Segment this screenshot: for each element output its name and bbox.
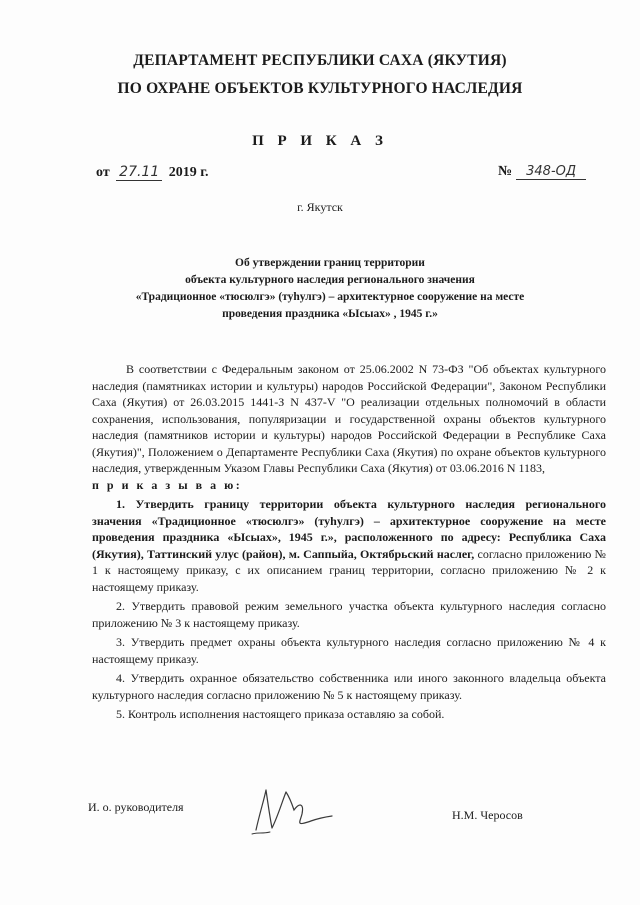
order-item-5: 5. Контроль исполнения настоящего приказа оставляю за собой. [116,707,445,721]
subject-line: объекта культурного наследия регионального значения [185,274,475,286]
signer-name: Н.М. Черосов [452,808,523,822]
date-handwritten: 27.11 [116,164,162,181]
order-body [92,361,606,723]
order-word: п р и к а з ы в а ю: [92,477,243,492]
preamble-paragraph: В соответствии с Федеральным законом от 25.06.2002 N 73-ФЗ "Об объектах культурного наследия (памятниках истории и культуры) народов Российской Федерации", Законом Республики Саха (Якутия) от 26.03.2015 1441-З N 437-V "О реализации отдельных полномочий в области сохранения, использования, популяризации и государственной охраны объектов культурного наследия (памятников истории и культуры) народов Российской Федерации в Республике Саха (Якутия)", Положением о Департаменте Республики Саха (Якутия) по охране объектов культурного наследия, утвержденным Указом Главы Республики Саха (Якутия) от 03.06.2016 N 1183, [92,362,606,475]
number-handwritten: 348-ОД [516,164,586,180]
subject-line: проведения праздника «Ысыах» , 1945 г.» [222,308,438,320]
order-item-3: 3. Утвердить предмет охраны объекта культурного наследия согласно приложению № 4 к настоящему приказу. [92,635,606,666]
org-name-line2: ПО ОХРАНЕ ОБЪЕКТОВ КУЛЬТУРНОГО НАСЛЕДИЯ [117,80,523,97]
order-item-1 [92,496,606,595]
date-suffix: 2019 г. [168,165,209,180]
item1-text: согласно приложению № 1 к настоящему приказу, с их описанием границ территории, согласно приложению № 2 к настоящему приказу. [92,546,607,594]
document-title: П Р И К А З [252,133,388,149]
order-date [96,164,208,181]
subject-line: «Традиционное «тюсюлгэ» (туһулгэ) – архитектурное сооружение на месте [135,291,525,303]
order-item-2: 2. Утвердить правовой режим земельного участка объекта культурного наследия согласно приложению № 3 к настоящему приказу. [92,599,606,630]
subject-line: Об утверждении границ территории [235,257,425,269]
org-name-line1: ДЕПАРТАМЕНТ РЕСПУБЛИКИ САХА (ЯКУТИЯ) [133,52,507,69]
date-prefix: от [96,165,110,180]
city: г. Якутск [297,200,343,214]
order-item-4: 4. Утвердить охранное обязательство собственника или иного законного владельца объекта культурного наследия согласно приложению № 5 к настоящему приказу. [92,671,606,702]
order-subject [100,255,560,323]
order-number [498,164,586,180]
handwritten-signature [248,782,338,840]
item1-bold-text: 1. Утвердить границу территории объекта культурного наследия регионального значения «Традиционное «тюсюлгэ» (туһулгэ) – архитектурное сооружение на месте проведения праздника «Ысыах», 1945 г.», расположенного по адресу: Республика Саха (Якутия), Таттинский улус (район), м. Саппыйа, Октябрьский наслег, [92,497,606,561]
signer-position: И. о. руководителя [88,800,184,814]
number-prefix: № [498,164,513,179]
